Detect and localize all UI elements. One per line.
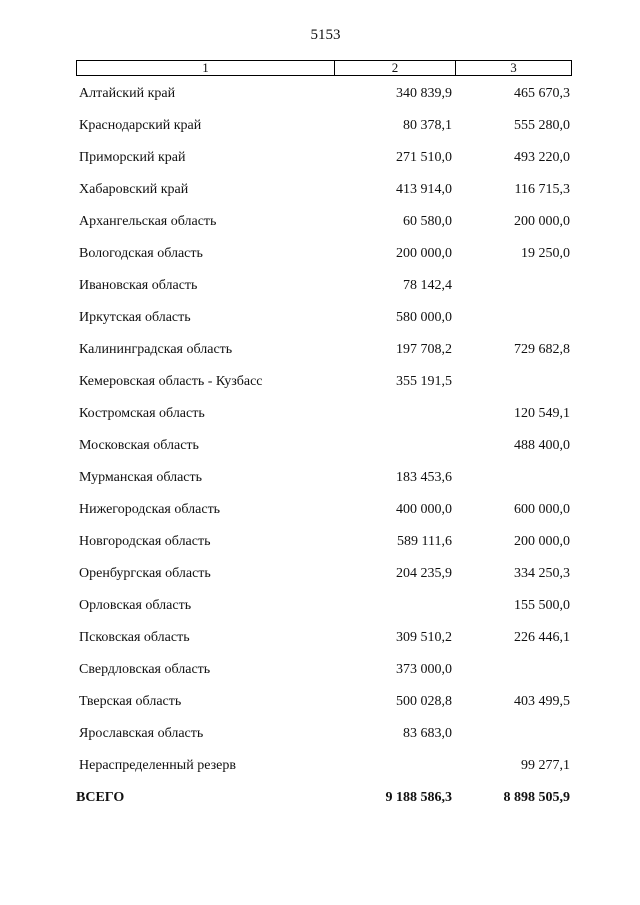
region-name: Новгородская область <box>79 534 211 549</box>
header-col-2: 2 <box>335 61 456 75</box>
column-3-value: 120 549,1 <box>514 406 570 421</box>
page-number: 5153 <box>310 27 341 43</box>
region-name: Псковская область <box>79 630 190 645</box>
table-row <box>0 404 640 436</box>
column-3-value: 99 277,1 <box>521 758 570 773</box>
region-name: Ивановская область <box>79 278 198 293</box>
region-name: Орловская область <box>79 598 192 613</box>
column-2-value: 80 378,1 <box>403 118 452 133</box>
column-3-value: 116 715,3 <box>514 182 570 197</box>
table-row <box>0 724 640 756</box>
column-2-value: 309 510,2 <box>396 630 452 645</box>
column-2-value: 589 111,6 <box>397 534 452 549</box>
region-name: Архангельская область <box>79 214 217 229</box>
region-name: Тверская область <box>79 694 182 709</box>
table-row <box>0 180 640 212</box>
region-name: Костромская область <box>79 406 205 421</box>
column-2-value: 197 708,2 <box>396 342 452 357</box>
total-region-name: ВСЕГО <box>76 790 125 805</box>
column-2-value: 413 914,0 <box>396 182 452 197</box>
region-name: Мурманская область <box>79 470 203 485</box>
region-name: Хабаровский край <box>79 182 189 197</box>
region-name: Московская область <box>79 438 199 453</box>
column-3-value: 555 280,0 <box>514 118 570 133</box>
column-2-value: 200 000,0 <box>396 246 452 261</box>
column-3-value: 465 670,3 <box>514 86 570 101</box>
column-2-value: 340 839,9 <box>396 86 452 101</box>
column-3-value: 488 400,0 <box>514 438 570 453</box>
table-row <box>0 340 640 372</box>
column-3-value: 729 682,8 <box>514 342 570 357</box>
table-row <box>0 468 640 500</box>
region-name: Краснодарский край <box>79 118 202 133</box>
table-row <box>0 500 640 532</box>
table-row <box>0 692 640 724</box>
region-name: Оренбургская область <box>79 566 211 581</box>
table-header <box>76 60 572 76</box>
table-row <box>0 244 640 276</box>
column-3-value: 403 499,5 <box>514 694 570 709</box>
table-row <box>0 436 640 468</box>
header-col-1: 1 <box>77 61 335 75</box>
table-row <box>0 116 640 148</box>
column-3-value: 226 446,1 <box>514 630 570 645</box>
region-name: Нераспределенный резерв <box>79 758 236 773</box>
region-name: Приморский край <box>79 150 186 165</box>
column-2-value: 271 510,0 <box>396 150 452 165</box>
table-row <box>0 84 640 116</box>
column-3-value: 200 000,0 <box>514 214 570 229</box>
table-row <box>0 596 640 628</box>
total-column-2-value: 9 188 586,3 <box>385 790 452 805</box>
table-row <box>0 628 640 660</box>
region-name: Вологодская область <box>79 246 203 261</box>
column-2-value: 500 028,8 <box>396 694 452 709</box>
column-3-value: 155 500,0 <box>514 598 570 613</box>
table-row <box>0 532 640 564</box>
column-3-value: 334 250,3 <box>514 566 570 581</box>
header-col-3: 3 <box>510 60 517 75</box>
column-3-value: 600 000,0 <box>514 502 570 517</box>
region-name: Алтайский край <box>79 86 176 101</box>
table-row <box>0 372 640 404</box>
table-row <box>0 660 640 692</box>
column-2-value: 183 453,6 <box>396 470 452 485</box>
column-3-value: 19 250,0 <box>521 246 570 261</box>
column-2-value: 373 000,0 <box>396 662 452 677</box>
column-2-value: 83 683,0 <box>403 726 452 741</box>
region-name: Кемеровская область - Кузбасс <box>79 374 263 389</box>
table-body <box>0 84 640 820</box>
region-name: Ярославская область <box>79 726 204 741</box>
column-2-value: 580 000,0 <box>396 310 452 325</box>
region-name: Иркутская область <box>79 310 191 325</box>
column-3-value: 200 000,0 <box>514 534 570 549</box>
total-row <box>0 788 640 820</box>
table-row <box>0 756 640 788</box>
table-row <box>0 564 640 596</box>
column-2-value: 400 000,0 <box>396 502 452 517</box>
total-column-3-value: 8 898 505,9 <box>503 790 570 805</box>
column-2-value: 60 580,0 <box>403 214 452 229</box>
table-row <box>0 212 640 244</box>
table-row <box>0 148 640 180</box>
column-3-value: 493 220,0 <box>514 150 570 165</box>
region-name: Нижегородская область <box>79 502 221 517</box>
region-name: Свердловская область <box>79 662 211 677</box>
column-2-value: 204 235,9 <box>396 566 452 581</box>
column-2-value: 355 191,5 <box>396 374 452 389</box>
region-name: Калининградская область <box>79 342 233 357</box>
table-row <box>0 308 640 340</box>
column-2-value: 78 142,4 <box>403 278 452 293</box>
table-row <box>0 276 640 308</box>
